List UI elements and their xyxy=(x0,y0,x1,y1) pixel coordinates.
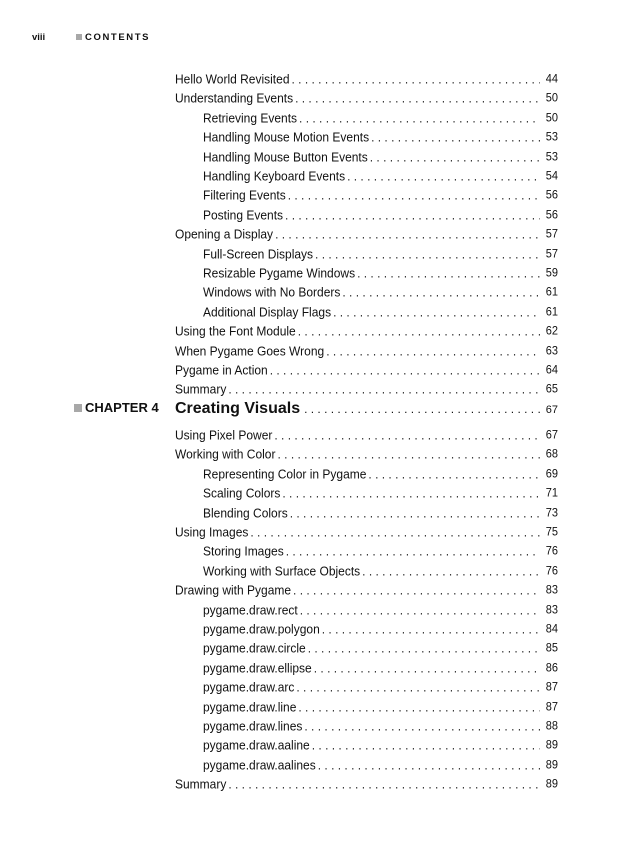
dot-leader xyxy=(228,382,540,397)
toc-entry[interactable] xyxy=(203,126,558,145)
toc-entry-title: Posting Events xyxy=(203,207,284,223)
dot-leader xyxy=(347,169,540,184)
toc-entry[interactable] xyxy=(203,753,558,772)
dot-leader xyxy=(274,428,540,443)
toc-entry[interactable] xyxy=(203,261,558,280)
toc-entry-page-number: 56 xyxy=(545,189,558,202)
toc-entry-title: pygame.draw.arc xyxy=(203,679,295,695)
toc-entry[interactable] xyxy=(175,67,558,86)
toc-entry-page-number: 88 xyxy=(545,719,558,733)
toc-entry-title: When Pygame Goes Wrong xyxy=(175,343,325,359)
toc-entry[interactable] xyxy=(175,223,558,242)
toc-entry-page-number: 50 xyxy=(545,92,558,105)
dot-leader xyxy=(304,402,542,416)
toc-entry[interactable] xyxy=(203,501,558,520)
dot-leader xyxy=(357,266,540,281)
toc-entry-title: Blending Colors xyxy=(203,505,288,521)
toc-entry-page-number: 89 xyxy=(545,758,558,772)
toc-entry-page-number: 76 xyxy=(545,564,558,578)
toc-entry-title: pygame.draw.ellipse xyxy=(203,660,312,676)
toc-entry-page-number: 86 xyxy=(545,661,558,675)
toc-entry-title: Retrieving Events xyxy=(203,110,298,126)
toc-entry-page-number: 76 xyxy=(545,545,558,558)
toc-entry-page-number: 53 xyxy=(545,150,558,164)
toc-entry-title: Handling Mouse Button Events xyxy=(203,149,368,165)
toc-entry-title: Using Pixel Power xyxy=(175,427,273,443)
toc-entry-title: Opening a Display xyxy=(175,226,274,242)
toc-entry-page-number: 62 xyxy=(545,324,558,338)
toc-entry[interactable] xyxy=(203,637,558,656)
toc-entry[interactable] xyxy=(175,579,558,598)
dot-leader xyxy=(296,680,540,695)
dot-leader xyxy=(300,602,540,617)
toc-entry[interactable] xyxy=(175,423,558,442)
toc-entry-page-number: 50 xyxy=(545,111,558,125)
chapter-number xyxy=(74,400,159,415)
toc-entry-page-number: 75 xyxy=(545,525,558,539)
toc-entry-title: pygame.draw.line xyxy=(203,699,297,715)
toc-entry-title: Using Images xyxy=(175,524,249,540)
toc-entry-page-number: 63 xyxy=(545,344,558,358)
toc-entry-page-number: 56 xyxy=(545,208,558,222)
toc-entry[interactable] xyxy=(203,598,558,617)
chapter-page-number: 67 xyxy=(545,404,558,416)
dot-leader xyxy=(270,363,540,378)
dot-leader xyxy=(315,246,540,261)
dot-leader xyxy=(293,583,540,598)
toc-entry[interactable] xyxy=(175,378,558,397)
dot-leader xyxy=(290,505,540,520)
toc-entry-page-number: 68 xyxy=(545,448,558,461)
toc-entry-title: Hello World Revisited xyxy=(175,71,290,87)
toc-entry[interactable] xyxy=(203,714,558,733)
toc-entry-page-number: 54 xyxy=(545,169,558,183)
running-header-title: CONTENTS xyxy=(85,31,151,43)
toc-entry-page-number: 61 xyxy=(545,305,558,319)
toc-entry[interactable] xyxy=(175,339,558,358)
toc-entry-title: pygame.draw.circle xyxy=(203,641,306,656)
toc-entry-title: pygame.draw.aaline xyxy=(203,738,310,753)
toc-entry-title: Filtering Events xyxy=(203,188,286,203)
toc-entry[interactable] xyxy=(203,462,558,481)
dot-leader xyxy=(275,227,540,242)
toc-entry[interactable] xyxy=(203,734,558,753)
toc-entry-page-number: 57 xyxy=(545,247,558,261)
dot-leader xyxy=(318,757,540,772)
dot-leader xyxy=(322,622,540,637)
toc-entry[interactable] xyxy=(203,695,558,714)
toc-entry-page-number: 83 xyxy=(545,603,558,617)
toc-entry-page-number: 69 xyxy=(545,467,558,481)
chapter-heading xyxy=(0,394,638,420)
dot-leader xyxy=(326,343,540,358)
toc-entry[interactable] xyxy=(175,320,558,339)
toc-entry[interactable] xyxy=(203,164,558,183)
toc-entry-page-number: 89 xyxy=(545,777,558,791)
toc-entry-title: Summary xyxy=(175,382,227,397)
dot-leader xyxy=(298,324,540,339)
dot-leader xyxy=(286,544,540,559)
toc-entry-title: pygame.draw.polygon xyxy=(203,621,320,637)
toc-entry-title: Using the Font Module xyxy=(175,323,296,339)
toc-entry-title: Full-Screen Displays xyxy=(203,246,314,262)
toc-entry[interactable] xyxy=(175,773,558,792)
toc-entry-title: Summary xyxy=(175,776,227,792)
dot-leader xyxy=(333,304,540,319)
dot-leader xyxy=(299,110,540,125)
toc-entry-page-number: 57 xyxy=(545,227,558,241)
toc-entry[interactable] xyxy=(175,443,558,462)
toc-entry-page-number: 61 xyxy=(545,286,558,299)
toc-entry-title: pygame.draw.aalines xyxy=(203,757,316,773)
toc-entry[interactable] xyxy=(203,617,558,636)
toc-entry-page-number: 85 xyxy=(545,642,558,655)
toc-entry-title: Resizable Pygame Windows xyxy=(203,265,356,281)
toc-entry[interactable] xyxy=(175,87,558,106)
toc-entry-title: Scaling Colors xyxy=(203,485,281,501)
dot-leader xyxy=(308,641,540,656)
dot-leader xyxy=(298,699,540,714)
toc-entry-page-number: 89 xyxy=(545,739,558,752)
toc-entry-page-number: 53 xyxy=(545,130,558,144)
toc-entry-title: Handling Keyboard Events xyxy=(203,168,346,184)
toc-entry-page-number: 64 xyxy=(545,363,558,377)
toc-entry[interactable] xyxy=(203,145,558,164)
square-bullet-icon xyxy=(74,404,82,412)
dot-leader xyxy=(304,719,540,734)
dot-leader xyxy=(292,72,541,87)
toc-entry[interactable] xyxy=(203,300,558,319)
toc-entry[interactable] xyxy=(203,540,558,559)
toc-entry-title: Working with Surface Objects xyxy=(203,563,361,579)
toc-entry-page-number: 65 xyxy=(545,383,558,396)
toc-entry-title: Representing Color in Pygame xyxy=(203,466,367,482)
toc-entry[interactable] xyxy=(203,482,558,501)
toc-entry-page-number: 67 xyxy=(545,428,558,442)
toc-entry-page-number: 73 xyxy=(545,506,558,520)
chapter-number-label: CHAPTER 4 xyxy=(85,400,159,415)
toc-entry-title: Understanding Events xyxy=(175,91,294,106)
toc-entry-page-number: 71 xyxy=(545,486,558,500)
dot-leader xyxy=(282,486,540,501)
toc-entry-title: pygame.draw.rect xyxy=(203,602,298,618)
toc-entry-page-number: 44 xyxy=(545,72,558,86)
dot-leader xyxy=(288,188,540,203)
dot-leader xyxy=(370,149,540,164)
toc-entry[interactable] xyxy=(203,106,558,125)
chapter-title: Creating Visuals xyxy=(175,400,301,417)
toc-entry-title: Additional Display Flags xyxy=(203,304,332,320)
dot-leader xyxy=(342,285,540,300)
toc-entry-page-number: 59 xyxy=(545,266,558,280)
dot-leader xyxy=(295,91,540,106)
dot-leader xyxy=(250,525,540,540)
page-folio: viii xyxy=(32,31,46,43)
dot-leader xyxy=(277,447,540,462)
dot-leader xyxy=(285,207,540,222)
toc-entry-page-number: 83 xyxy=(545,583,558,597)
toc-entry-page-number: 87 xyxy=(545,680,558,694)
dot-leader xyxy=(368,466,540,481)
toc-entry[interactable] xyxy=(203,676,558,695)
toc-entry-title: Drawing with Pygame xyxy=(175,582,292,598)
toc-entry-title: Storing Images xyxy=(203,544,284,559)
toc-entry[interactable] xyxy=(203,559,558,578)
toc-entry-page-number: 87 xyxy=(545,700,558,714)
toc-entry-title: Working with Color xyxy=(175,447,276,462)
toc-entry[interactable] xyxy=(175,520,558,539)
toc-entry[interactable] xyxy=(203,656,558,675)
toc-entry-title: Pygame in Action xyxy=(175,362,268,378)
toc-entry-page-number: 84 xyxy=(545,622,558,636)
toc-entry[interactable] xyxy=(175,358,558,377)
toc-entry-title: Windows with No Borders xyxy=(203,285,341,300)
toc-entry-title: Handling Mouse Motion Events xyxy=(203,129,370,145)
toc-entry[interactable] xyxy=(203,203,558,222)
dot-leader xyxy=(362,563,540,578)
toc-entry[interactable] xyxy=(203,281,558,300)
chapter-title-entry[interactable] xyxy=(175,396,558,418)
toc-entry[interactable] xyxy=(203,184,558,203)
dot-leader xyxy=(314,660,540,675)
dot-leader xyxy=(228,777,540,792)
toc-entry-title: pygame.draw.lines xyxy=(203,718,303,734)
dot-leader xyxy=(371,130,540,145)
dot-leader xyxy=(312,738,540,753)
toc-entry[interactable] xyxy=(203,242,558,261)
